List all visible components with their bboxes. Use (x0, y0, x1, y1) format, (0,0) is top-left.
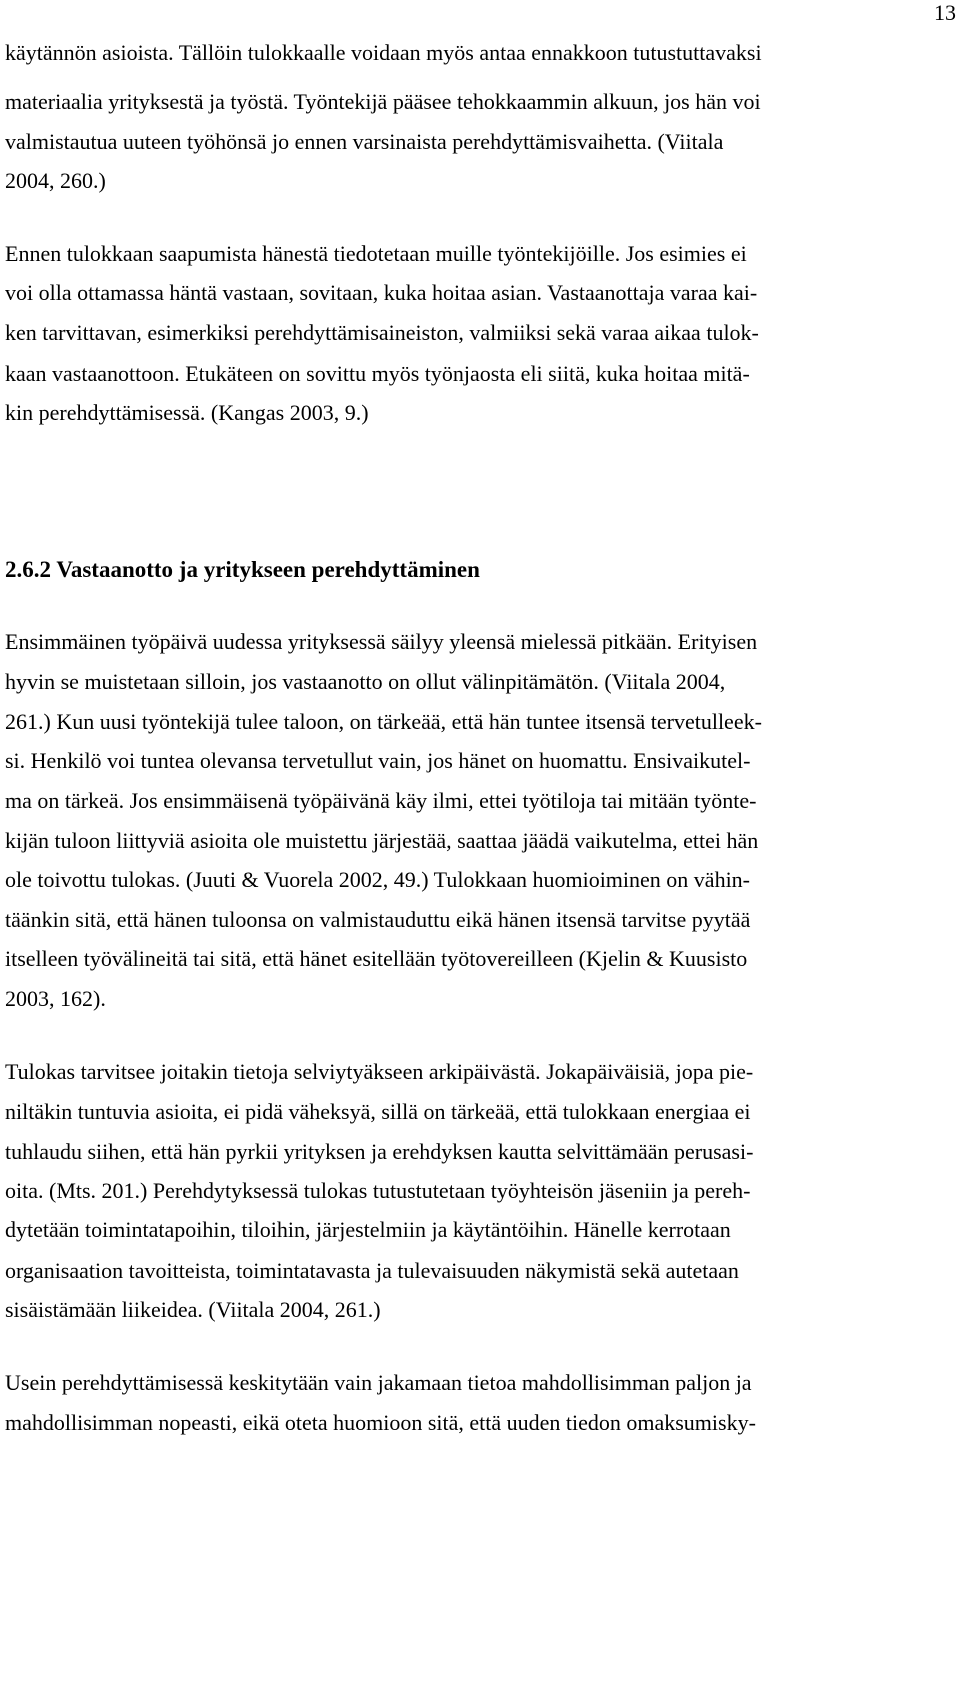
text-line: ken tarvittavan, esimerkiksi perehdyttämisaineiston, valmiiksi sekä varaa aikaa tulok- (5, 320, 759, 345)
page-number: 13 (934, 0, 956, 25)
text-line: niltäkin tuntuvia asioita, ei pidä väheksyä, sillä on tärkeää, että tulokkaan energiaa ei (5, 1099, 751, 1124)
text-line: ole toivottu tulokas. (Juuti & Vuorela 2002, 49.) Tulokkaan huomioiminen on vähin- (5, 867, 751, 892)
text-line: 2003, 162). (5, 986, 106, 1011)
text-line: hyvin se muistetaan silloin, jos vastaanotto on ollut välinpitämätön. (Viitala 2004, (5, 669, 726, 694)
text-line: Usein perehdyttämisessä keskitytään vain jakamaan tietoa mahdollisimman paljon ja (5, 1370, 752, 1395)
text-line: valmistautua uuteen työhönsä jo ennen varsinaista perehdyttämisvaihetta. (Viitala (5, 129, 724, 154)
text-line: 2004, 260.) (5, 168, 106, 193)
text-line: kin perehdyttämisessä. (Kangas 2003, 9.) (5, 400, 369, 425)
text-line: dytetään toimintatapoihin, tiloihin, järjestelmiin ja käytäntöihin. Hänelle kerrotaan (5, 1217, 731, 1242)
text-line: kijän tuloon liittyviä asioita ole muistettu järjestää, saattaa jäädä vaikutelma, ettei hän (5, 828, 759, 853)
text-line: mahdollisimman nopeasti, eikä oteta huomioon sitä, että uuden tiedon omaksumisky- (5, 1410, 756, 1435)
text-line: Ennen tulokkaan saapumista hänestä tiedotetaan muille työntekijöille. Jos esimies ei (5, 241, 747, 266)
text-line: Ensimmäinen työpäivä uudessa yrityksessä säilyy yleensä mielessä pitkään. Erityisen (5, 629, 758, 654)
text-line: oita. (Mts. 201.) Perehdytyksessä tulokas tutustutetaan työyhteisön jäseniin ja pereh- (5, 1178, 751, 1203)
section-heading: 2.6.2 Vastaanotto ja yritykseen perehdyttäminen (5, 557, 480, 582)
text-line: voi olla ottamassa häntä vastaan, sovitaan, kuka hoitaa asian. Vastaanottaja varaa kai- (5, 280, 758, 305)
text-line: materiaalia yrityksestä ja työstä. Työntekijä pääsee tehokkaammin alkuun, jos hän voi (5, 89, 761, 114)
text-line: käytännön asioista. Tällöin tulokkaalle voidaan myös antaa ennakkoon tutustuttavaksi (5, 40, 762, 65)
text-line: täänkin sitä, että hänen tuloonsa on valmistauduttu eikä hänen itsensä tarvitse pyytää (5, 907, 751, 932)
text-line: si. Henkilö voi tuntea olevansa tervetullut vain, jos hänet on huomattu. Ensivaikutel- (5, 748, 751, 773)
text-line: itselleen työvälineitä tai sitä, että hänet esitellään työtovereilleen (Kjelin & Kuusisto (5, 946, 748, 971)
text-line: organisaation tavoitteista, toimintatavasta ja tulevaisuuden näkymistä sekä autetaan (5, 1258, 739, 1283)
text-line: Tulokas tarvitsee joitakin tietoja selviytyäkseen arkipäivästä. Jokapäiväisiä, jopa pie- (5, 1059, 754, 1084)
text-line: 261.) Kun uusi työntekijä tulee taloon, on tärkeää, että hän tuntee itsensä tervetulleek- (5, 709, 762, 734)
text-line: ma on tärkeä. Jos ensimmäisenä työpäivänä käy ilmi, ettei työtiloja tai mitään työnte- (5, 788, 757, 813)
text-line: tuhlaudu siihen, että hän pyrkii yrityksen ja erehdyksen kautta selvittämään perusasi- (5, 1139, 754, 1164)
text-line: sisäistämään liikeidea. (Viitala 2004, 261.) (5, 1297, 381, 1322)
text-line: kaan vastaanottoon. Etukäteen on sovittu myös työnjaosta eli siitä, kuka hoitaa mitä- (5, 361, 750, 386)
